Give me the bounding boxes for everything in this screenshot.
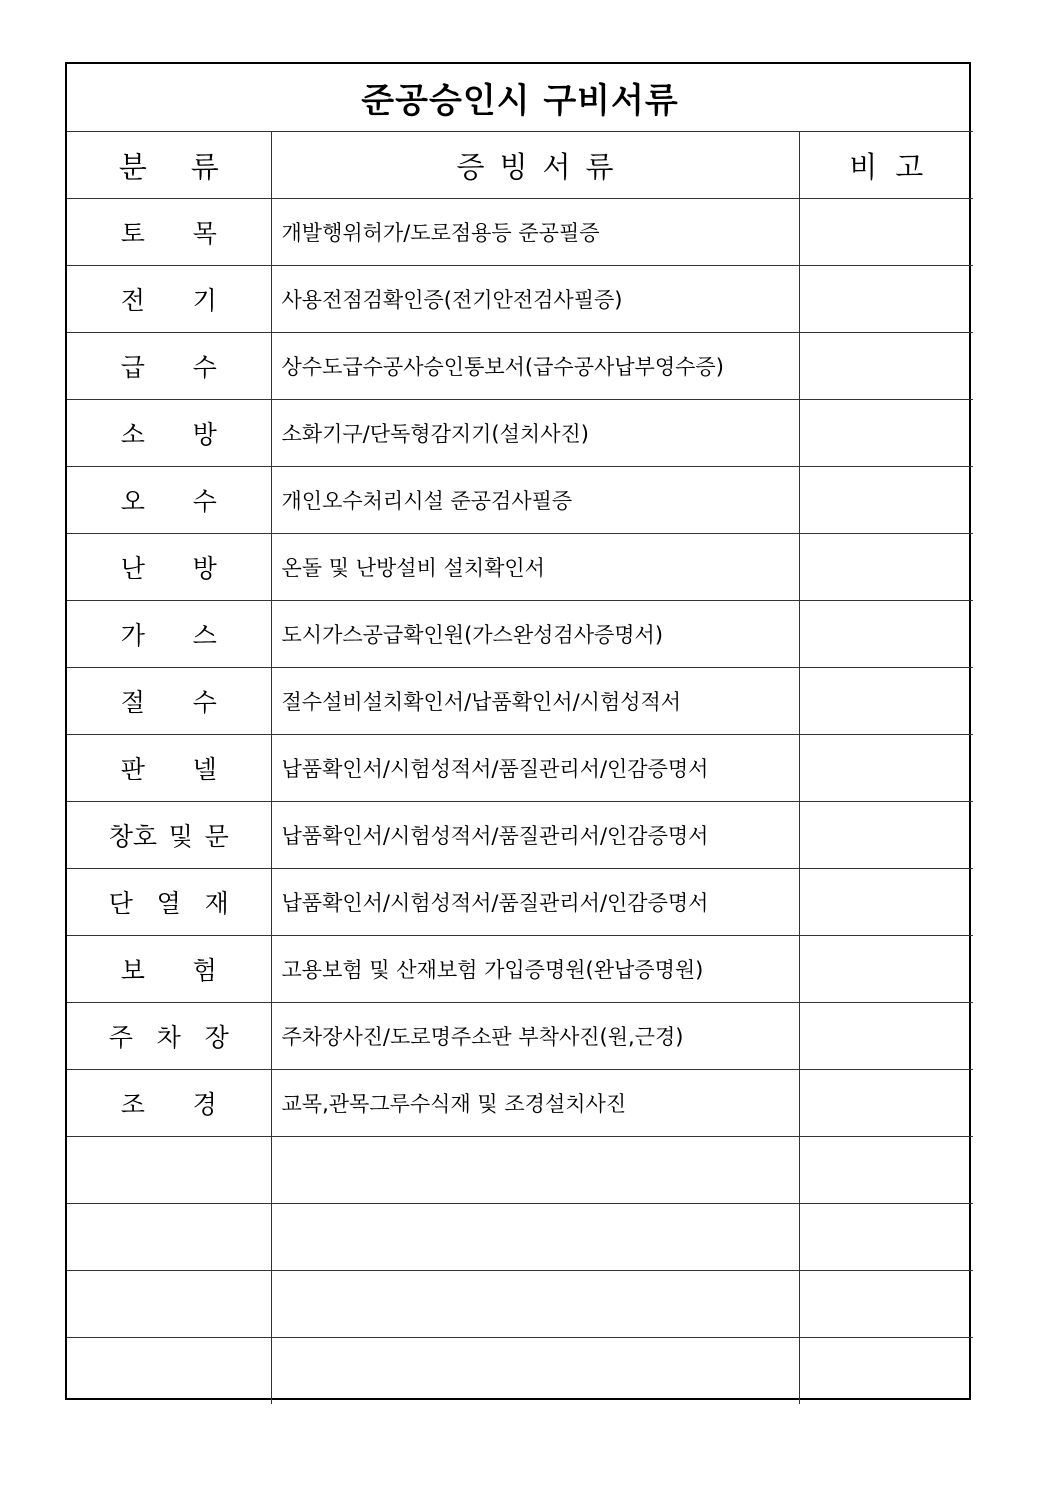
category-part: 판 — [120, 755, 145, 784]
table-row — [67, 668, 973, 735]
remarks-cell — [799, 1003, 973, 1070]
category-part: 오 — [120, 487, 145, 516]
documents-cell: 절수설비설치확인서/납품확인서/시험성적서 — [271, 668, 799, 735]
category-cell — [67, 1070, 271, 1137]
category-part: 목 — [192, 219, 217, 248]
table-row — [67, 802, 973, 869]
category-cell — [67, 199, 271, 266]
category-part: 절 — [120, 688, 145, 717]
remarks-cell — [799, 802, 973, 869]
category-part: 소 — [120, 420, 145, 449]
category-part: 장 — [204, 1023, 229, 1052]
remarks-cell — [799, 1271, 973, 1338]
category-part: 보 — [120, 956, 145, 985]
header-category-part: 류 — [190, 149, 219, 184]
category-cell — [67, 400, 271, 467]
category-cell — [67, 735, 271, 802]
category-part: 열 — [156, 889, 181, 918]
documents-cell: 주차장사진/도로명주소판 부착사진(원,근경) — [271, 1003, 799, 1070]
category-part: 경 — [192, 1090, 217, 1119]
table-row — [67, 467, 973, 534]
required-documents-table — [67, 64, 973, 1404]
header-category-part: 분 — [118, 149, 147, 184]
remarks-cell — [799, 869, 973, 936]
header-row — [67, 132, 973, 199]
category-part: 창호 — [108, 822, 158, 851]
table-row — [67, 1070, 973, 1137]
documents-cell — [271, 1137, 799, 1204]
table-row — [67, 1003, 973, 1070]
category-part: 방 — [192, 420, 217, 449]
category-part: 조 — [120, 1090, 145, 1119]
category-cell — [67, 1271, 271, 1338]
table-row — [67, 400, 973, 467]
table-row — [67, 601, 973, 668]
remarks-cell — [799, 266, 973, 333]
remarks-cell — [799, 400, 973, 467]
header-documents: 증빙서류 — [271, 132, 799, 199]
documents-cell: 도시가스공급확인원(가스완성검사증명서) — [271, 601, 799, 668]
category-part: 토 — [120, 219, 145, 248]
category-part: 주 — [108, 1023, 133, 1052]
remarks-cell — [799, 1137, 973, 1204]
remarks-cell — [799, 601, 973, 668]
remarks-cell — [799, 467, 973, 534]
category-cell — [67, 467, 271, 534]
category-part: 수 — [192, 688, 217, 717]
remarks-cell — [799, 936, 973, 1003]
category-part: 전 — [120, 286, 145, 315]
category-cell — [67, 1137, 271, 1204]
category-part: 문 — [204, 822, 229, 851]
category-cell — [67, 802, 271, 869]
category-cell — [67, 601, 271, 668]
category-part: 급 — [120, 353, 145, 382]
header-remarks: 비고 — [799, 132, 973, 199]
category-cell — [67, 668, 271, 735]
documents-cell: 교목,관목그루수식재 및 조경설치사진 — [271, 1070, 799, 1137]
category-cell — [67, 869, 271, 936]
table-row — [67, 869, 973, 936]
documents-cell: 개발행위허가/도로점용등 준공필증 — [271, 199, 799, 266]
documents-cell — [271, 1204, 799, 1271]
remarks-cell — [799, 1204, 973, 1271]
documents-cell: 고용보험 및 산재보험 가입증명원(완납증명원) — [271, 936, 799, 1003]
remarks-cell — [799, 333, 973, 400]
documents-cell: 사용전점검확인증(전기안전검사필증) — [271, 266, 799, 333]
category-cell — [67, 1338, 271, 1405]
category-cell — [67, 534, 271, 601]
header-category — [67, 132, 271, 199]
documents-cell: 소화기구/단독형감지기(설치사진) — [271, 400, 799, 467]
title-row — [67, 64, 973, 132]
remarks-cell — [799, 1338, 973, 1405]
table-row — [67, 1204, 973, 1271]
documents-cell — [271, 1271, 799, 1338]
category-part: 험 — [192, 956, 217, 985]
category-part: 스 — [192, 621, 217, 650]
document-title: 준공승인시 구비서류 — [67, 64, 973, 132]
category-part: 기 — [192, 286, 217, 315]
category-part: 수 — [192, 353, 217, 382]
category-cell — [67, 266, 271, 333]
category-part: 넬 — [192, 755, 217, 784]
remarks-cell — [799, 534, 973, 601]
table-row — [67, 534, 973, 601]
category-part: 차 — [156, 1023, 181, 1052]
table-row — [67, 1137, 973, 1204]
table-row — [67, 266, 973, 333]
table-row — [67, 1338, 973, 1405]
category-part: 난 — [120, 554, 145, 583]
documents-cell — [271, 1338, 799, 1405]
table-row — [67, 333, 973, 400]
documents-cell: 납품확인서/시험성적서/품질관리서/인감증명서 — [271, 869, 799, 936]
documents-cell: 상수도급수공사승인통보서(급수공사납부영수증) — [271, 333, 799, 400]
remarks-cell — [799, 668, 973, 735]
document-sheet — [65, 62, 971, 1400]
category-part: 가 — [120, 621, 145, 650]
category-part: 및 — [168, 822, 193, 851]
category-part: 단 — [108, 889, 133, 918]
category-part: 수 — [192, 487, 217, 516]
remarks-cell — [799, 735, 973, 802]
remarks-cell — [799, 199, 973, 266]
documents-cell: 납품확인서/시험성적서/품질관리서/인감증명서 — [271, 735, 799, 802]
documents-cell: 온돌 및 난방설비 설치확인서 — [271, 534, 799, 601]
category-cell — [67, 333, 271, 400]
remarks-cell — [799, 1070, 973, 1137]
category-cell — [67, 1003, 271, 1070]
documents-cell: 납품확인서/시험성적서/품질관리서/인감증명서 — [271, 802, 799, 869]
table-row — [67, 199, 973, 266]
category-part: 방 — [192, 554, 217, 583]
category-part: 재 — [204, 889, 229, 918]
category-cell — [67, 936, 271, 1003]
documents-cell: 개인오수처리시설 준공검사필증 — [271, 467, 799, 534]
table-row — [67, 936, 973, 1003]
category-cell — [67, 1204, 271, 1271]
table-row — [67, 1271, 973, 1338]
table-row — [67, 735, 973, 802]
